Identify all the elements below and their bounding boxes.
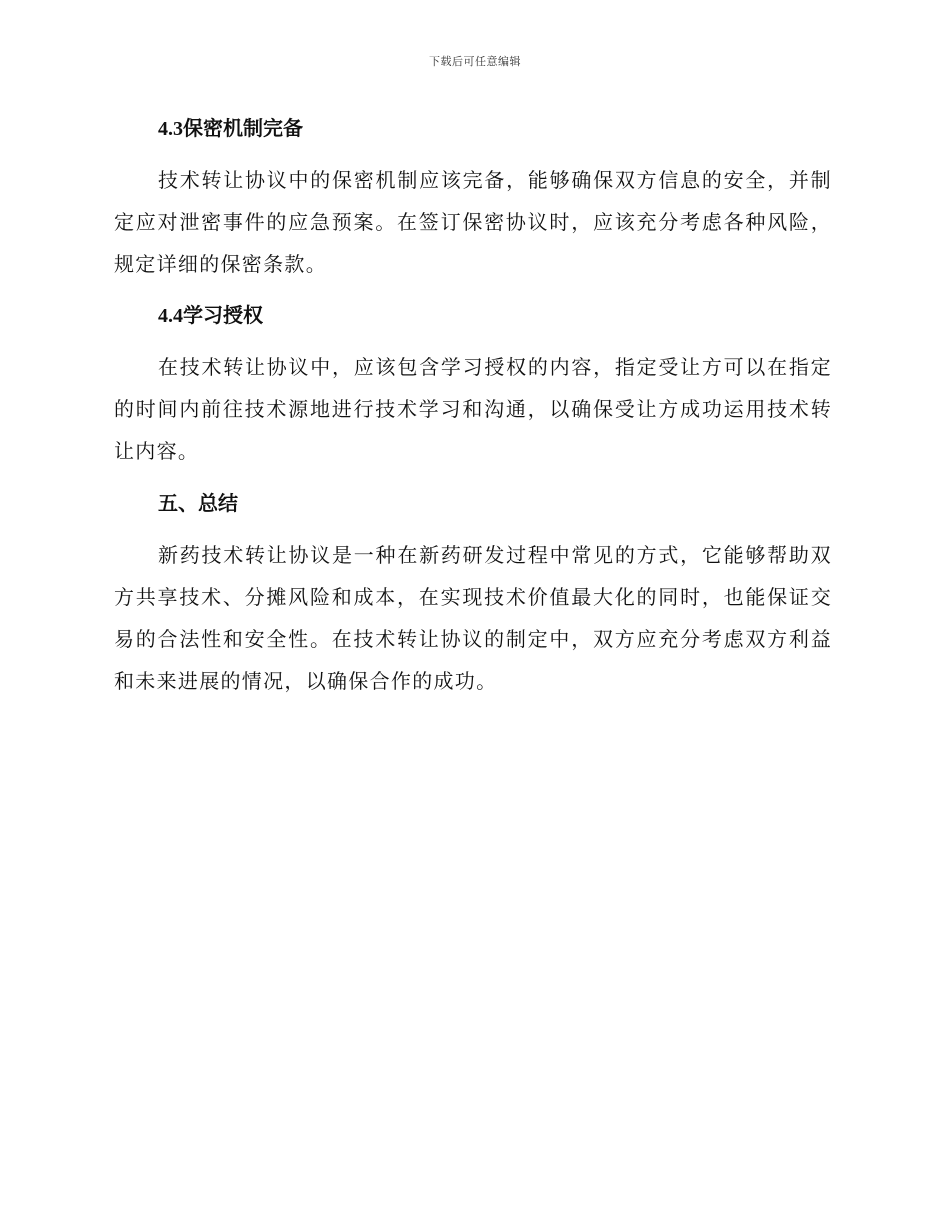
section-paragraph-summary: 新药技术转让协议是一种在新药研发过程中常见的方式，它能够帮助双方共享技术、分摊风险和成本，在实现技术价值最大化的同时，也能保证交易的合法性和安全性。在技术转让协议的制定中，双方应充分考虑双方利益和未来进展的情况，以确保合作的成功。 bbox=[114, 543, 832, 693]
section-heading-4-4 bbox=[158, 301, 263, 330]
section-number: 4.4 bbox=[158, 305, 183, 327]
section-title: 保密机制完备 bbox=[183, 116, 303, 140]
section-title: 总结 bbox=[198, 491, 238, 515]
section-number: 五、 bbox=[158, 491, 198, 515]
section-paragraph-4-4: 在技术转让协议中，应该包含学习授权的内容，指定受让方可以在指定的时间内前往技术源地进行技术学习和沟通，以确保受让方成功运用技术转让内容。 bbox=[114, 355, 832, 463]
page-header: 下载后可任意编辑 bbox=[429, 55, 521, 68]
section-title: 学习授权 bbox=[183, 303, 263, 327]
section-paragraph-4-3: 技术转让协议中的保密机制应该完备，能够确保双方信息的安全，并制定应对泄密事件的应急预案。在签订保密协议时，应该充分考虑各种风险，规定详细的保密条款。 bbox=[114, 168, 832, 276]
section-heading-4-3 bbox=[158, 114, 303, 143]
section-heading-summary bbox=[158, 489, 238, 517]
section-number: 4.3 bbox=[158, 118, 183, 140]
